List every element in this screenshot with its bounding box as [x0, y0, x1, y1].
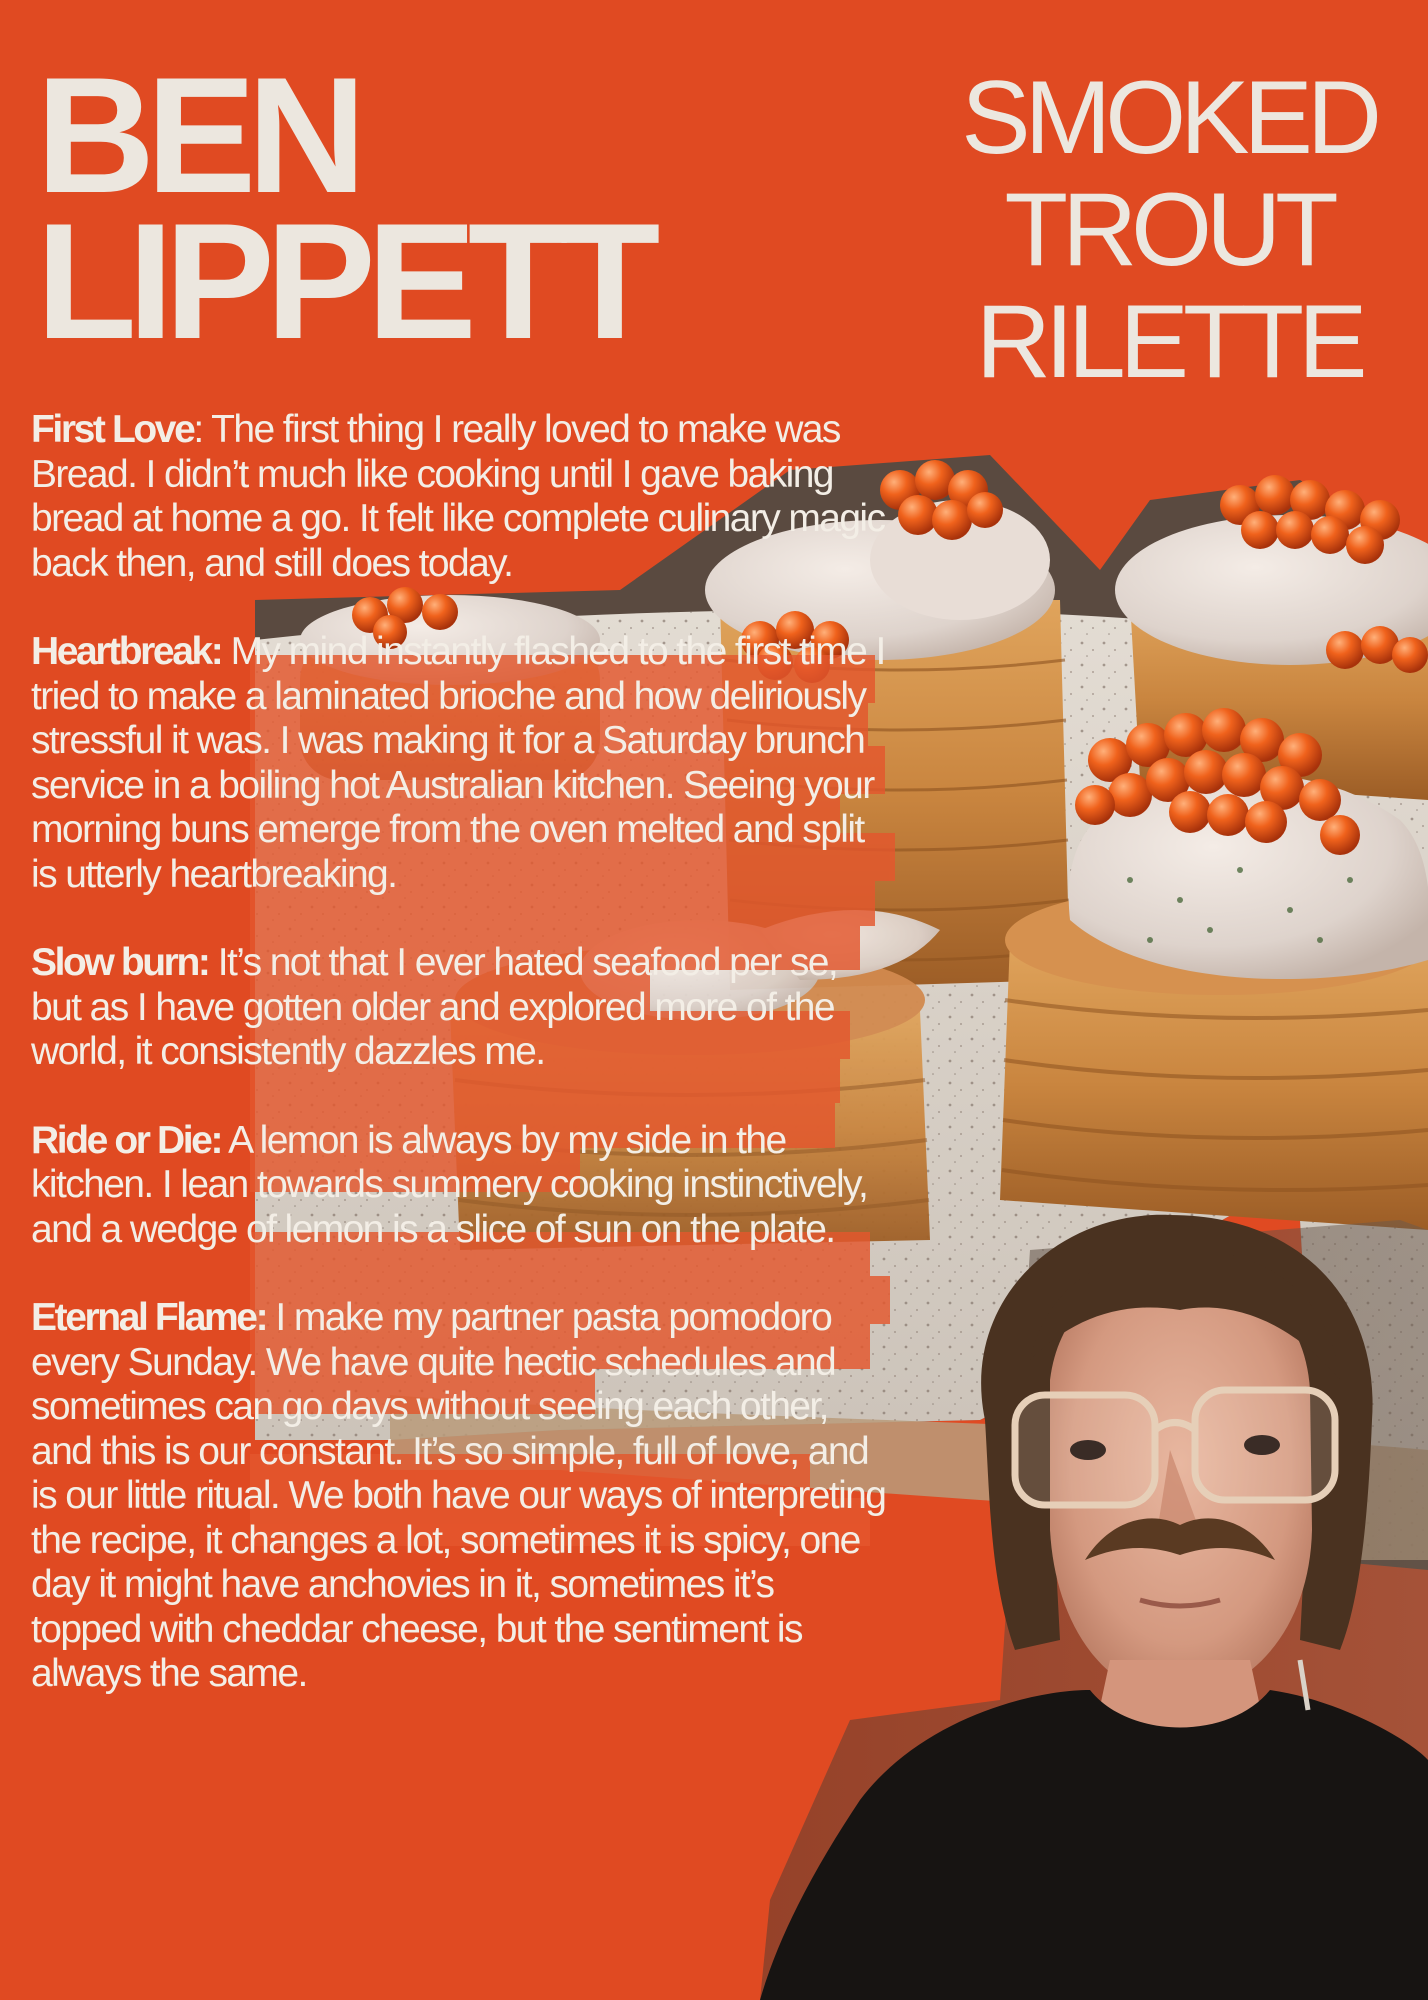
qa-label: Heartbreak: [31, 630, 222, 673]
qa-separator [221, 630, 230, 673]
qa-text: I make my partner pasta pomodoro every Sunday. We have quite hectic schedules and sometimes can go days without seeing each other, and this is our constant. It’s so simple, full of love, and is our little ritual. We both have our ways of interpreting the recipe, it changes a lot, sometimes it is spicy, one day it might have anchovies in it, sometimes it’s topped with cheddar cheese, but the sentiment is always the same. [31, 1296, 886, 1695]
chef-name-line-1: BEN [36, 43, 358, 227]
qa-label: Ride or Die: [31, 1118, 222, 1162]
qa-eternal-flame [31, 1296, 891, 1697]
qa-separator: : [193, 408, 212, 451]
qa-separator [208, 941, 217, 984]
recipe-title-line-3: RILETTE [975, 284, 1362, 400]
qa-first-love [31, 408, 891, 586]
qa-label: Eternal Flame: [31, 1296, 267, 1339]
qa-text: My mind instantly flashed to the first time I tried to make a laminated brioche and how deliriously stressful it was. I was making it for a Saturday brunch service in a boiling hot Australian kitchen. Seeing your morning buns emerge from the oven melted and split is utterly heartbreaking. [31, 630, 885, 896]
qa-text: A lemon is always by my side in the kitchen. I lean towards summery cooking instinctively, and a wedge of lemon is a slice of sun on the plate. [31, 1118, 868, 1251]
qa-heartbreak [31, 630, 891, 897]
recipe-title-line-1: SMOKED [961, 60, 1376, 176]
qa-text: The first thing I really loved to make was Bread. I didn’t much like cooking until I gave baking bread at home a go. It felt like complete culinary magic back then, and still does today. [31, 408, 885, 585]
chef-name-heading [36, 43, 652, 373]
qa-slow-burn [31, 941, 891, 1075]
recipe-title-line-2: TROUT [1004, 172, 1333, 288]
qa-column [31, 408, 891, 1741]
recipe-title-heading [961, 62, 1376, 398]
chef-name-line-2: LIPPETT [36, 189, 652, 373]
qa-ride-or-die [31, 1119, 891, 1253]
qa-label: Slow burn: [31, 941, 209, 984]
qa-label: First Love [31, 408, 194, 451]
qa-text: It’s not that I ever hated seafood per se, but as I have gotten older and explored more of the world, it consistently dazzles me. [31, 941, 838, 1073]
